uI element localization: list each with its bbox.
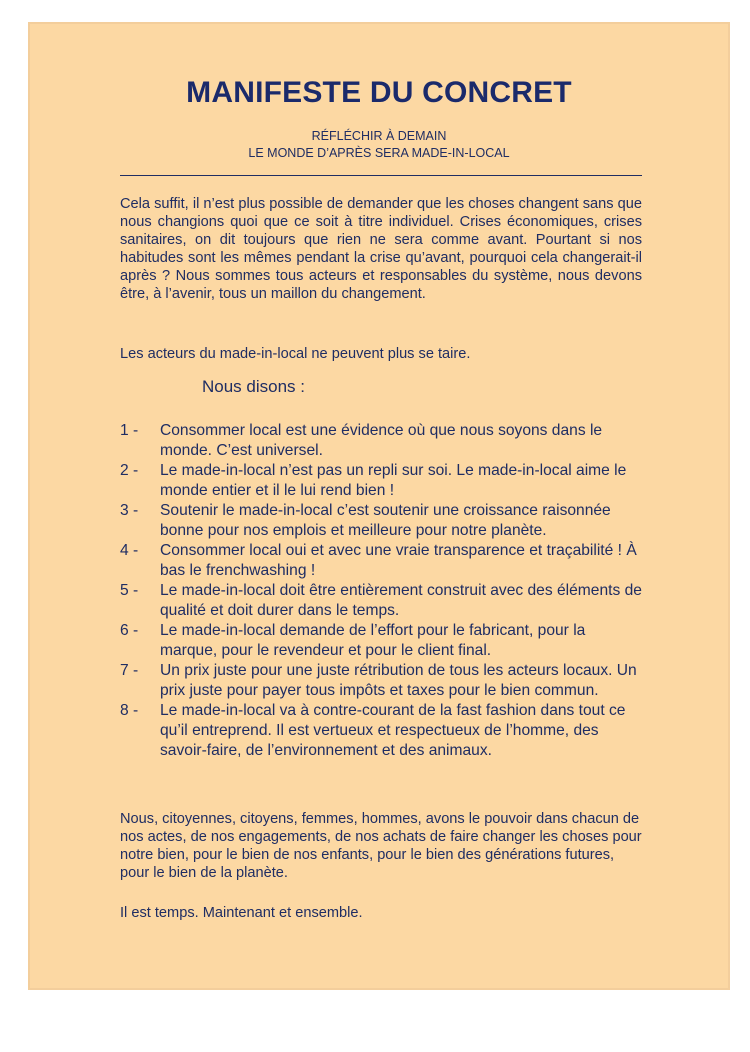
list-item-text: Consommer local oui et avec une vraie transparence et traçabilité ! À bas le frenchwashing !: [160, 542, 637, 579]
list-item-text: Soutenir le made-in-local c’est soutenir une croissance raisonnée bonne pour nos emplois et meilleure pour notre planète.: [160, 502, 611, 539]
subtitle-line-2: LE MONDE D’APRÈS SERA MADE-IN-LOCAL: [248, 146, 510, 160]
list-item-text: Consommer local est une évidence où que nous soyons dans le monde. C’est universel.: [160, 422, 603, 459]
list-item-number: 6 -: [120, 622, 139, 639]
list-item-number: 5 -: [120, 582, 139, 599]
list-item-number: 3 -: [120, 502, 139, 519]
list-item: [120, 461, 642, 501]
manifesto-points-list: [120, 421, 642, 761]
list-item: [120, 541, 642, 581]
list-item: [120, 661, 642, 701]
page-title: MANIFESTE DU CONCRET: [186, 76, 572, 109]
list-item-number: 4 -: [120, 542, 139, 559]
list-item-text: Le made-in-local demande de l’effort pour le fabricant, pour la marque, pour le revendeur et pour le client final.: [160, 622, 586, 659]
manifesto-page: [28, 22, 730, 990]
list-item: [120, 501, 642, 541]
list-item: [120, 701, 642, 761]
list-item-number: 1 -: [120, 422, 139, 439]
conclusion-paragraph: Nous, citoyennes, citoyens, femmes, hommes, avons le pouvoir dans chacun de nos actes, de nos engagements, de nos achats de faire changer les choses pour notre bien, pour le bien de nos enfants, pour le bien des générations futures, pour le bien de la planète.: [120, 811, 642, 881]
title-divider: [120, 175, 642, 176]
statement-paragraph: Les acteurs du made-in-local ne peuvent plus se taire.: [120, 346, 471, 362]
list-item-number: 2 -: [120, 462, 139, 479]
list-item-number: 8 -: [120, 702, 139, 719]
nous-disons-heading: Nous disons :: [202, 377, 305, 396]
list-item-text: Le made-in-local va à contre-courant de la fast fashion dans tout ce qu’il entreprend. Il est vertueux et respectueux de l’homme, des savoir-faire, de l’environnement et des animaux.: [160, 702, 626, 759]
subtitle-line-1: RÉFLÉCHIR À DEMAIN: [311, 129, 447, 143]
list-item-text: Un prix juste pour une juste rétribution de tous les acteurs locaux. Un prix juste pour payer tous impôts et taxes pour le bien commun.: [160, 662, 637, 699]
intro-paragraph: Cela suffit, il n’est plus possible de demander que les choses changent sans que nous changions quoi que ce soit à titre individuel. Crises économiques, crises sanitaires, on dit toujours que rien ne sera comme avant. Pourtant si nos habitudes sont les mêmes pendant la crise qu’avant, pourquoi cela changerait-il après ? Nous sommes tous acteurs et responsables du système, nous devons être, à l’avenir, tous un maillon du changement.: [120, 196, 642, 302]
closing-line: Il est temps. Maintenant et ensemble.: [120, 905, 363, 921]
list-item: [120, 581, 642, 621]
list-item: [120, 621, 642, 661]
list-item-text: Le made-in-local doit être entièrement construit avec des éléments de qualité et doit durer dans le temps.: [160, 582, 642, 619]
list-item: [120, 421, 642, 461]
list-item-number: 7 -: [120, 662, 139, 679]
list-item-text: Le made-in-local n’est pas un repli sur soi. Le made-in-local aime le monde entier et il le lui rend bien !: [160, 462, 627, 499]
